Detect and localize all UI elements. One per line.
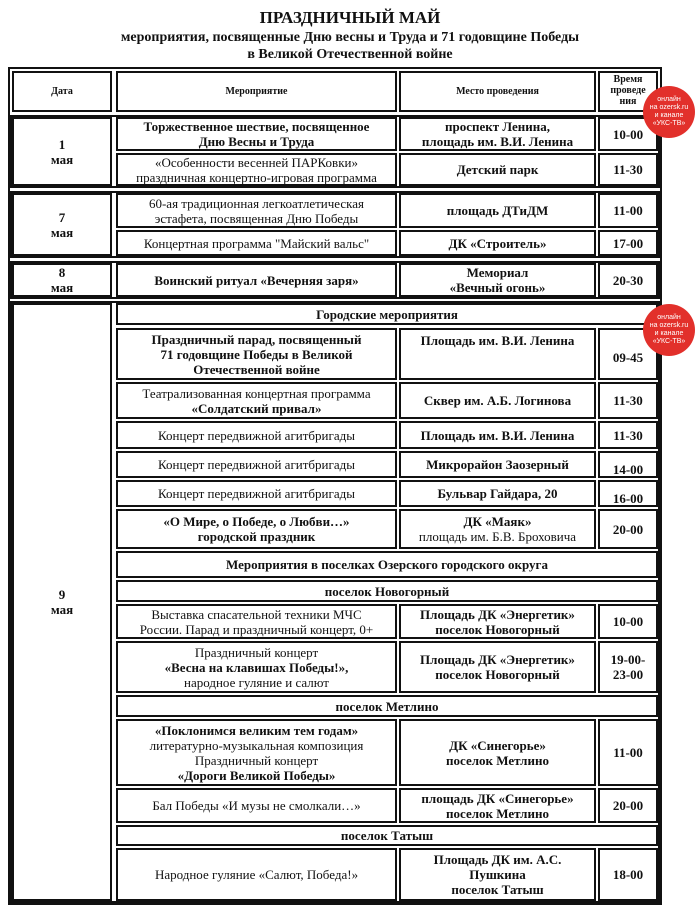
event-cell: Праздничный концерт «Весна на клавишах Победы!», народное гуляние и салют: [116, 641, 397, 693]
header-event: Мероприятие: [116, 71, 397, 112]
event-cell: Концерт передвижной агитбригады: [116, 421, 397, 449]
place-cell: ДК «Строитель»: [399, 230, 596, 256]
event-cell: Концерт передвижной агитбригады: [116, 451, 397, 478]
section-city: Городские мероприятия: [116, 303, 658, 325]
section-region: Мероприятия в поселках Озерского городского округа: [116, 551, 658, 578]
place-cell: Бульвар Гайдара, 20: [399, 480, 596, 507]
time-cell: 10-00: [598, 604, 658, 639]
time-cell: 17-00: [598, 230, 658, 256]
page-title: ПРАЗДНИЧНЫЙ МАЙ: [259, 8, 441, 27]
place-cell: площадь ДК «Синегорье» поселок Метлино: [399, 788, 596, 823]
time-cell: 11-30: [598, 153, 658, 186]
time-cell: 10-00: [598, 117, 658, 151]
event-cell: Концерт передвижной агитбригады: [116, 480, 397, 507]
time-cell: 18-00: [598, 848, 658, 901]
event-cell: Театрализованная концертная программа «Солдатский привал»: [116, 382, 397, 419]
time-cell: 11-00: [598, 193, 658, 228]
time-cell: 20-00: [598, 509, 658, 549]
event-cell: Торжественное шествие, посвященное Дню Весны и Труда: [116, 117, 397, 151]
section-metlino: поселок Метлино: [116, 695, 658, 717]
time-cell: 14-00: [598, 451, 658, 478]
place-cell: Площадь ДК «Энергетик» поселок Новогорный: [399, 641, 596, 693]
place-cell: Сквер им. А.Б. Логинова: [399, 382, 596, 419]
date-cell: 1 мая: [12, 117, 112, 186]
event-cell: Выставка спасательной техники МЧС России. Парад и праздничный концерт, 0+: [116, 604, 397, 639]
time-cell: 11-00: [598, 719, 658, 786]
section-tatysh: поселок Татыш: [116, 825, 658, 846]
time-cell: 19-00- 23-00: [598, 641, 658, 693]
place-cell: Площадь ДК им. А.С. Пушкина поселок Татыш: [399, 848, 596, 901]
online-badge: онлайн на ozersk.ru и канале «УКС-ТВ»: [643, 86, 695, 138]
date-cell: 9 мая: [12, 303, 112, 901]
time-cell: 20-30: [598, 263, 658, 297]
time-cell: 20-00: [598, 788, 658, 823]
place-cell: Площадь ДК «Энергетик» поселок Новогорный: [399, 604, 596, 639]
place-cell: площадь ДТиДМ: [399, 193, 596, 228]
header-place: Место проведения: [399, 71, 596, 112]
place-cell: ДК «Синегорье» поселок Метлино: [399, 719, 596, 786]
event-cell: «Особенности весенней ПАРКовки» праздничная концертно-игровая программа: [116, 153, 397, 186]
event-cell: Бал Победы «И музы не смолкали…»: [116, 788, 397, 823]
section-novogorny: поселок Новогорный: [116, 580, 658, 602]
time-cell: 09-45: [598, 328, 658, 380]
online-badge: онлайн на ozersk.ru и канале «УКС-ТВ»: [643, 304, 695, 356]
time-cell: 11-30: [598, 382, 658, 419]
header-date: Дата: [12, 71, 112, 112]
event-cell: Воинский ритуал «Вечерняя заря»: [116, 263, 397, 297]
time-cell: 16-00: [598, 480, 658, 507]
event-cell: Концертная программа "Майский вальс": [116, 230, 397, 256]
event-cell: «Поклонимся великим тем годам» литературно-музыкальная композиция Праздничный концерт «Дороги Великой Победы»: [116, 719, 397, 786]
event-cell: Праздничный парад, посвященный 71 годовщине Победы в Великой Отечественной войне: [116, 328, 397, 380]
place-cell: проспект Ленина, площадь им. В.И. Ленина: [399, 117, 596, 151]
date-cell: 8 мая: [12, 263, 112, 297]
place-cell: Площадь им. В.И. Ленина: [399, 421, 596, 449]
event-cell: «О Мире, о Победе, о Любви…» городской праздник: [116, 509, 397, 549]
place-cell: Мемориал «Вечный огонь»: [399, 263, 596, 297]
event-cell: 60-ая традиционная легкоатлетическая эстафета, посвященная Дню Победы: [116, 193, 397, 228]
place-cell: ДК «Маяк» площадь им. Б.В. Броховича: [399, 509, 596, 549]
place-cell: Детский парк: [399, 153, 596, 186]
time-cell: 11-30: [598, 421, 658, 449]
page-subtitle: мероприятия, посвященные Дню весны и Труда и 71 годовщине Победы: [120, 30, 580, 45]
place-cell: Площадь им. В.И. Ленина: [399, 328, 596, 380]
place-cell: Микрорайон Заозерный: [399, 451, 596, 478]
page-subtitle-line2: в Великой Отечественной войне: [247, 47, 453, 62]
date-cell: 7 мая: [12, 193, 112, 256]
event-cell: Народное гуляние «Салют, Победа!»: [116, 848, 397, 901]
header-time: Время проведе ния: [598, 71, 658, 112]
